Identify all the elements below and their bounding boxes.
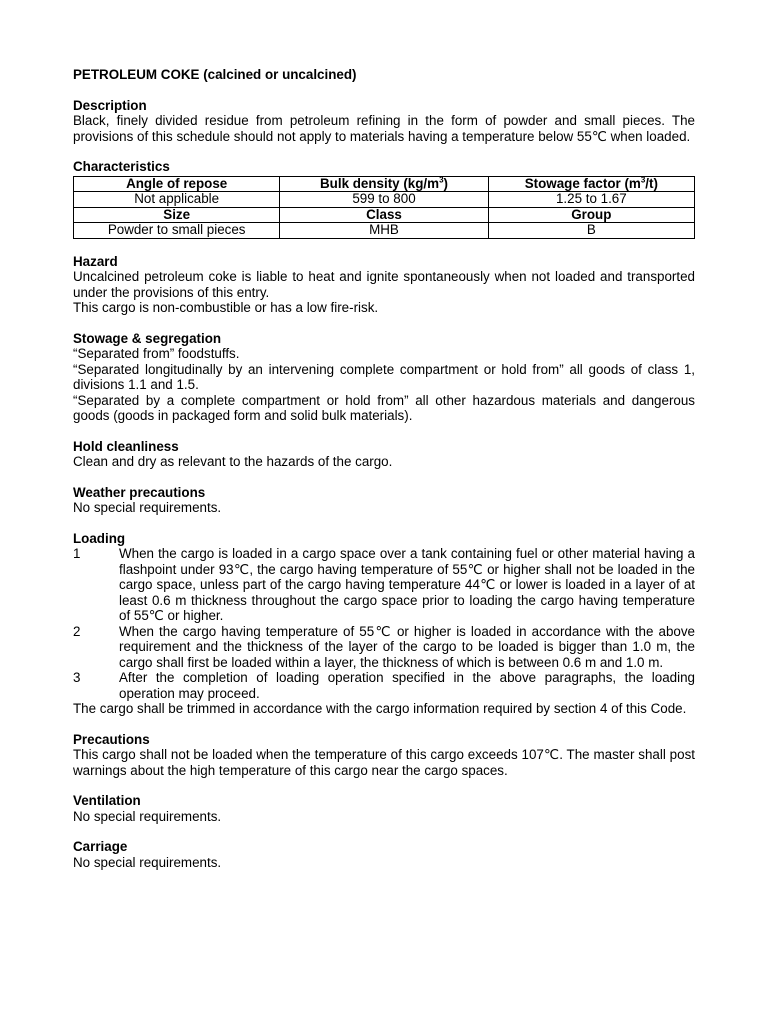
loading-footer: The cargo shall be trimmed in accordance with the cargo information required by section 4 of this Code. <box>73 701 687 716</box>
hold-text: Clean and dry as relevant to the hazards of the cargo. <box>73 454 393 469</box>
value-bulk-density: 599 to 800 <box>280 192 488 208</box>
ventilation-text: No special requirements. <box>73 808 222 824</box>
section-precautions <box>73 732 695 779</box>
carriage-heading: Carriage <box>73 839 128 854</box>
value-class: MHB <box>280 223 488 239</box>
item-text: When the cargo having temperature of 55℃ or higher is loaded in accordance with the above requirement and the thickness of the layer of the cargo to be loaded is bigger than 1.0 m, the cargo shall first be loaded within a layer, the thickness of which is between 0.6 m and 1.0 m. <box>119 623 695 670</box>
header-stowage-factor <box>488 176 694 192</box>
item-number: 1 <box>73 546 81 561</box>
stowage-factor-label: Stowage factor (m <box>524 175 641 191</box>
loading-heading: Loading <box>73 530 126 546</box>
header-group: Group <box>488 207 694 223</box>
bulk-density-label: Bulk density (kg/m <box>320 175 440 191</box>
list-item <box>73 546 695 624</box>
value-angle-of-repose: Not applicable <box>74 192 280 208</box>
hazard-text-1: Uncalcined petroleum coke is liable to heat and ignite spontaneously when not loaded and transported under the provisions of this entry. <box>73 269 695 300</box>
characteristics-heading: Characteristics <box>73 159 170 174</box>
table-row <box>74 192 695 208</box>
section-loading <box>73 531 695 717</box>
weather-text: No special requirements. <box>73 500 222 515</box>
table-row <box>74 176 695 192</box>
value-group: B <box>488 223 694 239</box>
header-angle-of-repose: Angle of repose <box>74 176 280 192</box>
section-hold-cleanliness <box>73 439 695 470</box>
precautions-heading: Precautions <box>73 731 150 747</box>
list-item <box>73 624 695 671</box>
stowage-line-3: “Separated by a complete compartment or hold from” all other hazardous materials and dangerous goods (goods in packaged form and solid bulk materials). <box>73 392 695 423</box>
stowage-factor-close: /t) <box>645 175 658 191</box>
item-text: When the cargo is loaded in a cargo space over a tank containing fuel or other material having a flashpoint under 93℃, the cargo having temperature of 55℃ or higher shall not be loaded in the cargo space, unless part of the cargo having temperature 44℃ or lower is loaded in a layer of at least 0.6 m thickness throughout the cargo space prior to loading the cargo having temperature of 55℃ or higher. <box>119 546 695 623</box>
stowage-line-2: “Separated longitudinally by an intervening complete compartment or hold from” all goods of class 1, divisions 1.1 and 1.5. <box>73 361 695 392</box>
stowage-heading: Stowage & segregation <box>73 330 222 346</box>
precautions-text: This cargo shall not be loaded when the temperature of this cargo exceeds 107℃. The master shall post warnings about the high temperature of this cargo near the cargo spaces. <box>73 747 695 778</box>
description-heading: Description <box>73 97 147 113</box>
document-body <box>73 67 695 885</box>
section-stowage <box>73 331 695 424</box>
value-size: Powder to small pieces <box>74 223 280 239</box>
carriage-text: No special requirements. <box>73 854 222 870</box>
table-row <box>74 223 695 239</box>
hazard-text-2: This cargo is non-combustible or has a low fire-risk. <box>73 300 379 315</box>
item-text: After the completion of loading operation specified in the above paragraphs, the loading operation may proceed. <box>119 670 695 701</box>
item-number: 2 <box>73 623 81 639</box>
stowage-line-1: “Separated from” foodstuffs. <box>73 346 240 361</box>
section-weather <box>73 485 695 516</box>
description-text: Black, finely divided residue from petroleum refining in the form of powder and small pieces. The provisions of this schedule should not apply to materials having a temperature below 55℃ when loaded. <box>73 113 695 144</box>
header-class: Class <box>280 207 488 223</box>
value-stowage-factor: 1.25 to 1.67 <box>488 192 694 208</box>
header-size: Size <box>74 207 280 223</box>
document-title: PETROLEUM COKE (calcined or uncalcined) <box>73 67 357 82</box>
header-bulk-density <box>280 176 488 192</box>
ventilation-heading: Ventilation <box>73 793 141 808</box>
list-item <box>73 670 695 701</box>
weather-heading: Weather precautions <box>73 484 206 500</box>
stowage-factor-exponent: 3 <box>640 175 646 185</box>
section-carriage <box>73 839 695 870</box>
characteristics-table <box>73 176 695 239</box>
table-row <box>74 207 695 223</box>
hazard-heading: Hazard <box>73 253 118 269</box>
item-number: 3 <box>73 670 81 685</box>
section-characteristics <box>73 159 695 239</box>
hold-heading: Hold cleanliness <box>73 438 179 454</box>
bulk-density-exponent: 3 <box>439 175 444 185</box>
section-description <box>73 98 695 145</box>
section-hazard <box>73 254 695 316</box>
section-ventilation <box>73 793 695 824</box>
bulk-density-close: ) <box>443 175 448 191</box>
